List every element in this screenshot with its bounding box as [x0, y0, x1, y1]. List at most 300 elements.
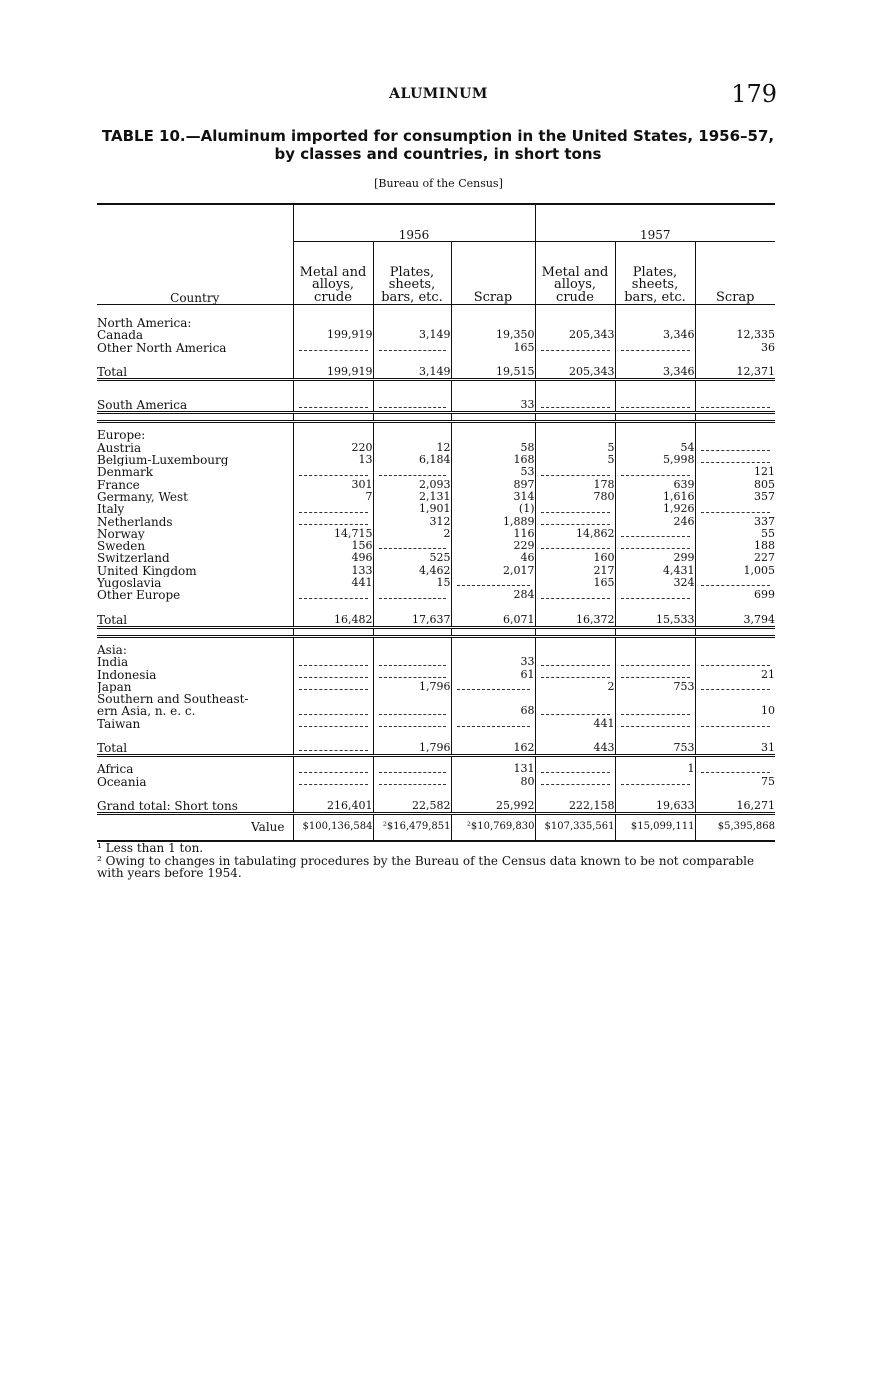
spacer-cell: [373, 814, 451, 822]
table-cell: 12: [373, 442, 451, 454]
table-cell: 12,335: [695, 329, 775, 341]
table-row: [97, 681, 775, 693]
spacer-cell: [293, 422, 373, 430]
table-cell: 443: [535, 742, 615, 756]
spacer-cell: [97, 814, 293, 822]
table-row: [97, 705, 775, 717]
empty-dash-leader: [621, 598, 690, 599]
table-row: [97, 528, 775, 540]
table-cell: 75: [695, 776, 775, 788]
row-spacer: [97, 602, 775, 614]
row-label: Canada: [97, 329, 144, 342]
empty-dash-leader: [299, 714, 368, 715]
table-cell: [695, 656, 775, 668]
imports-table-container: [97, 203, 775, 842]
table-cell: 246: [615, 516, 695, 528]
table-cell: [615, 589, 695, 601]
table-cell: [293, 742, 373, 756]
empty-dash-leader: [379, 784, 446, 785]
empty-dash-leader: [299, 772, 368, 773]
table-cell: 188: [695, 540, 775, 552]
bottom-cell: [373, 834, 451, 841]
table-cell: [373, 776, 451, 788]
empty-dash-leader: [701, 512, 771, 513]
double-rule: [97, 627, 775, 636]
table-cell: 168: [451, 454, 535, 466]
empty-dash-leader: [379, 726, 446, 727]
spacer-cell: [451, 602, 535, 614]
table-cell: [535, 669, 615, 681]
spacer-cell: [293, 380, 373, 388]
empty-dash-leader: [299, 407, 368, 408]
table-cell: 5: [535, 454, 615, 466]
table-cell: 780: [535, 491, 615, 503]
empty-dash-leader: [621, 726, 690, 727]
spacer-cell: [535, 387, 615, 399]
table-cell: 205,343: [535, 329, 615, 341]
table-cell: 1,926: [615, 503, 695, 515]
table-cell: 199,919: [293, 366, 373, 380]
table-cell: 4,462: [373, 565, 451, 577]
spacer-cell: [293, 602, 373, 614]
row-label: Germany, West: [97, 490, 188, 504]
table-cell: 178: [535, 479, 615, 491]
table-cell: [615, 705, 695, 717]
table-cell: 14,715: [293, 528, 373, 540]
table-cell: 199,919: [293, 329, 373, 341]
empty-dash-leader: [379, 772, 446, 773]
table-cell: [373, 429, 451, 441]
table-row: [97, 718, 775, 730]
table-cell: 753: [615, 742, 695, 756]
bottom-cell: [97, 834, 293, 841]
table-cell: 10: [695, 705, 775, 717]
empty-dash-leader: [701, 450, 771, 451]
table-cell: [373, 656, 451, 668]
empty-dash-leader: [379, 665, 446, 666]
double-rule: [97, 636, 775, 644]
empty-dash-leader: [299, 598, 368, 599]
empty-dash-leader: [621, 677, 690, 678]
row-label: United Kingdom: [97, 564, 197, 578]
spacer-cell: [373, 413, 451, 422]
table-cell: [535, 589, 615, 601]
table-cell: 6,184: [373, 454, 451, 466]
table-cell: 222,158: [535, 800, 615, 814]
table-cell: 2: [535, 681, 615, 693]
table-cell: [695, 718, 775, 730]
table-cell: [373, 644, 451, 656]
table-cell: [615, 669, 695, 681]
double-rule: [97, 413, 775, 422]
spacer-cell: [451, 422, 535, 430]
empty-dash-leader: [379, 350, 446, 351]
table-cell: [615, 718, 695, 730]
table-cell: [535, 503, 615, 515]
spacer-cell: [97, 413, 293, 422]
table-cell: 312: [373, 516, 451, 528]
spacer-cell: [615, 636, 695, 644]
col-header-scrap-1957: Scrap: [695, 242, 775, 305]
footnote-1: ¹ Less than 1 ton.: [97, 841, 204, 855]
row-label: Belgium-Luxembourg: [97, 454, 229, 467]
spacer-cell: [97, 305, 293, 318]
spacer-cell: [535, 422, 615, 430]
table-cell: [695, 429, 775, 441]
row-label: Total: [97, 613, 128, 627]
table-cell: 3,149: [373, 366, 451, 380]
table-cell: 25,992: [451, 800, 535, 814]
row-label: India: [97, 656, 129, 669]
table-cell: [535, 705, 615, 717]
empty-dash-leader: [299, 350, 368, 351]
table-cell: 80: [451, 776, 535, 788]
row-label: North America:: [97, 317, 192, 330]
table-cell: 36: [695, 342, 775, 354]
table-cell: [293, 705, 373, 717]
table-cell: 68: [451, 705, 535, 717]
spacer-cell: [97, 387, 293, 399]
table-cell: 7: [293, 491, 373, 503]
spacer-cell: [615, 422, 695, 430]
table-cell: $5,395,868: [695, 821, 775, 833]
spacer-cell: [293, 814, 373, 822]
table-row: [97, 577, 775, 589]
spacer-cell: [451, 413, 535, 422]
table-cell: 337: [695, 516, 775, 528]
spacer-cell: [373, 602, 451, 614]
table-cell: [373, 589, 451, 601]
table-cell: 639: [615, 479, 695, 491]
table-cell: 16,372: [535, 614, 615, 628]
col-header-metal-1956: Metal and alloys, crude: [293, 242, 373, 305]
table-cell: 165: [451, 342, 535, 354]
table-cell: [451, 429, 535, 441]
table-cell: 357: [695, 491, 775, 503]
table-row: [97, 669, 775, 681]
table-source: [Bureau of the Census]: [374, 177, 503, 190]
table-cell: 441: [535, 718, 615, 730]
empty-dash-leader: [541, 665, 610, 666]
table-cell: [373, 718, 451, 730]
table-row: [97, 429, 775, 441]
table-cell: 2,093: [373, 479, 451, 491]
table-cell: [373, 705, 451, 717]
spacer-cell: [97, 788, 293, 800]
row-label: Indonesia: [97, 668, 157, 681]
table-cell: 525: [373, 552, 451, 564]
empty-dash-leader: [379, 475, 446, 476]
table-cell: [451, 718, 535, 730]
table-cell: 46: [451, 552, 535, 564]
empty-dash-leader: [541, 407, 610, 408]
table-row: [97, 656, 775, 668]
page-number: 179: [731, 80, 777, 108]
table-cell: 496: [293, 552, 373, 564]
empty-dash-leader: [701, 462, 771, 463]
table-cell: 217: [535, 565, 615, 577]
empty-dash-leader: [701, 665, 771, 666]
table-cell: [293, 776, 373, 788]
spacer-cell: [373, 305, 451, 318]
table-row: [97, 454, 775, 466]
table-cell: [293, 399, 373, 413]
table-cell: [535, 429, 615, 441]
table-cell: [695, 644, 775, 656]
empty-dash-leader: [621, 475, 690, 476]
table-title: [98, 127, 778, 163]
empty-dash-leader: [379, 714, 446, 715]
empty-dash-leader: [457, 726, 530, 727]
row-label: Grand total: Short tons: [97, 799, 238, 813]
spacer-cell: [97, 730, 293, 742]
table-cell: 3,149: [373, 329, 451, 341]
row-label: Italy: [97, 503, 125, 516]
empty-dash-leader: [299, 689, 368, 690]
table-body: [97, 305, 775, 841]
empty-dash-leader: [299, 784, 368, 785]
table-cell: 21: [695, 669, 775, 681]
table-cell: 1,796: [373, 742, 451, 756]
table-cell: $15,099,111: [615, 821, 695, 833]
row-label: Taiwan: [97, 717, 141, 731]
bottom-cell: [293, 834, 373, 841]
table-cell: 16,271: [695, 800, 775, 814]
spacer-cell: [97, 422, 293, 430]
spacer-cell: [293, 387, 373, 399]
table-cell: [373, 669, 451, 681]
empty-dash-leader: [299, 726, 368, 727]
empty-dash-leader: [457, 585, 530, 586]
table-cell: [615, 342, 695, 354]
table-cell: [293, 342, 373, 354]
table-row: [97, 800, 775, 814]
empty-dash-leader: [299, 475, 368, 476]
table-cell: [293, 669, 373, 681]
empty-dash-leader: [701, 772, 771, 773]
table-cell: 2,017: [451, 565, 535, 577]
table-cell: 805: [695, 479, 775, 491]
table-cell: [615, 399, 695, 413]
spacer-cell: [97, 636, 293, 644]
table-cell: 156: [293, 540, 373, 552]
double-rule: [97, 814, 775, 822]
table-cell: [373, 466, 451, 478]
table-cell: 16,482: [293, 614, 373, 628]
table-cell: [615, 466, 695, 478]
spacer-cell: [695, 422, 775, 430]
spacer-cell: [293, 627, 373, 636]
year-header-1957: 1957: [535, 204, 775, 242]
empty-dash-leader: [541, 714, 610, 715]
table-cell: [535, 516, 615, 528]
table-row: [97, 644, 775, 656]
row-label: Oceania: [97, 775, 147, 788]
row-label: Other Europe: [97, 589, 181, 602]
empty-dash-leader: [541, 512, 610, 513]
table-cell: [293, 693, 373, 705]
table-cell: 324: [615, 577, 695, 589]
row-spacer: [97, 387, 775, 399]
table-cell: [535, 399, 615, 413]
empty-dash-leader: [541, 524, 610, 525]
table-cell: 2,131: [373, 491, 451, 503]
table-cell: ²$10,769,830: [451, 821, 535, 833]
empty-dash-leader: [621, 536, 690, 537]
table-cell: 229: [451, 540, 535, 552]
spacer-cell: [373, 756, 451, 764]
empty-dash-leader: [541, 350, 610, 351]
table-cell: 15: [373, 577, 451, 589]
empty-dash-leader: [701, 585, 771, 586]
row-spacer: [97, 305, 775, 318]
table-cell: (1): [451, 503, 535, 515]
table-row: [97, 821, 775, 833]
spacer-cell: [293, 305, 373, 318]
row-label: Value: [251, 821, 285, 834]
spacer-cell: [451, 627, 535, 636]
table-cell: [293, 644, 373, 656]
spacer-cell: [695, 756, 775, 764]
spacer-cell: [615, 305, 695, 318]
table-cell: 55: [695, 528, 775, 540]
table-cell: 699: [695, 589, 775, 601]
empty-dash-leader: [379, 548, 446, 549]
table-cell: [615, 776, 695, 788]
table-cell: [615, 429, 695, 441]
spacer-cell: [451, 636, 535, 644]
table-cell: 19,515: [451, 366, 535, 380]
table-cell: 216,401: [293, 800, 373, 814]
table-cell: 1,005: [695, 565, 775, 577]
spacer-cell: [373, 422, 451, 430]
spacer-cell: [373, 627, 451, 636]
row-label: Netherlands: [97, 515, 173, 528]
empty-dash-leader: [701, 689, 771, 690]
row-label: Switzerland: [97, 552, 170, 565]
table-cell: 5: [535, 442, 615, 454]
spacer-cell: [97, 756, 293, 764]
table-cell: 3,346: [615, 329, 695, 341]
row-label: Denmark: [97, 466, 153, 479]
spacer-cell: [615, 380, 695, 388]
row-label: Other North America: [97, 341, 227, 354]
spacer-cell: [451, 814, 535, 822]
table-cell: [293, 503, 373, 515]
table-cell: 4,431: [615, 565, 695, 577]
table-cell: [615, 644, 695, 656]
table-cell: 33: [451, 656, 535, 668]
spacer-cell: [535, 627, 615, 636]
table-cell: 314: [451, 491, 535, 503]
spacer-cell: [615, 602, 695, 614]
empty-dash-leader: [379, 598, 446, 599]
table-cell: 753: [615, 681, 695, 693]
table-row: [97, 693, 775, 705]
table-cell: 15,533: [615, 614, 695, 628]
table-cell: 165: [535, 577, 615, 589]
spacer-cell: [451, 305, 535, 318]
table-row: [97, 516, 775, 528]
spacer-cell: [695, 380, 775, 388]
table-row: [97, 366, 775, 380]
table-cell: [695, 763, 775, 775]
spacer-cell: [535, 636, 615, 644]
table-cell: [373, 399, 451, 413]
year-header-1956: 1956: [293, 204, 535, 242]
table-row: [97, 589, 775, 601]
table-cell: 13: [293, 454, 373, 466]
spacer-cell: [695, 305, 775, 318]
empty-dash-leader: [299, 677, 368, 678]
table-cell: [535, 656, 615, 668]
bottom-cell: [451, 834, 535, 841]
table-cell: [293, 589, 373, 601]
table-cell: [535, 644, 615, 656]
table-cell: [535, 776, 615, 788]
empty-dash-leader: [621, 714, 690, 715]
table-cell: [293, 429, 373, 441]
row-label: Southern and Southeast-: [97, 693, 249, 706]
table-cell: 53: [451, 466, 535, 478]
spacer-cell: [615, 814, 695, 822]
spacer-cell: [695, 602, 775, 614]
table-cell: [293, 763, 373, 775]
table-cell: [535, 466, 615, 478]
table-cell: 160: [535, 552, 615, 564]
empty-dash-leader: [457, 689, 530, 690]
table-cell: 58: [451, 442, 535, 454]
table-row: [97, 329, 775, 341]
col-header-plates-1957: Plates, sheets, bars, etc.: [615, 242, 695, 305]
empty-dash-leader: [701, 407, 771, 408]
empty-dash-leader: [299, 512, 368, 513]
col-header-plates-1956: Plates, sheets, bars, etc.: [373, 242, 451, 305]
row-label: Japan: [97, 680, 132, 694]
empty-dash-leader: [541, 598, 610, 599]
spacer-cell: [695, 814, 775, 822]
table-cell: 31: [695, 742, 775, 756]
table-cell: 3,794: [695, 614, 775, 628]
table-row: [97, 614, 775, 628]
table-cell: [293, 656, 373, 668]
table-cell: [615, 656, 695, 668]
row-label: Sweden: [97, 540, 146, 553]
table-cell: [293, 516, 373, 528]
bottom-cell: [535, 834, 615, 841]
row-label: Europe:: [97, 429, 146, 442]
spacer-cell: [695, 627, 775, 636]
table-cell: [615, 528, 695, 540]
table-cell: 227: [695, 552, 775, 564]
row-label: Asia:: [97, 643, 127, 657]
spacer-cell: [615, 413, 695, 422]
col-header-metal-1957: Metal and alloys, crude: [535, 242, 615, 305]
table-cell: 5,998: [615, 454, 695, 466]
table-cell: $107,335,561: [535, 821, 615, 833]
table-cell: 33: [451, 399, 535, 413]
empty-dash-leader: [621, 665, 690, 666]
table-cell: 441: [293, 577, 373, 589]
spacer-cell: [373, 387, 451, 399]
spacer-cell: [97, 354, 293, 366]
spacer-cell: [535, 413, 615, 422]
imports-table: [97, 203, 775, 842]
table-cell: [293, 681, 373, 693]
spacer-cell: [97, 627, 293, 636]
table-cell: 162: [451, 742, 535, 756]
table-cell: [535, 342, 615, 354]
